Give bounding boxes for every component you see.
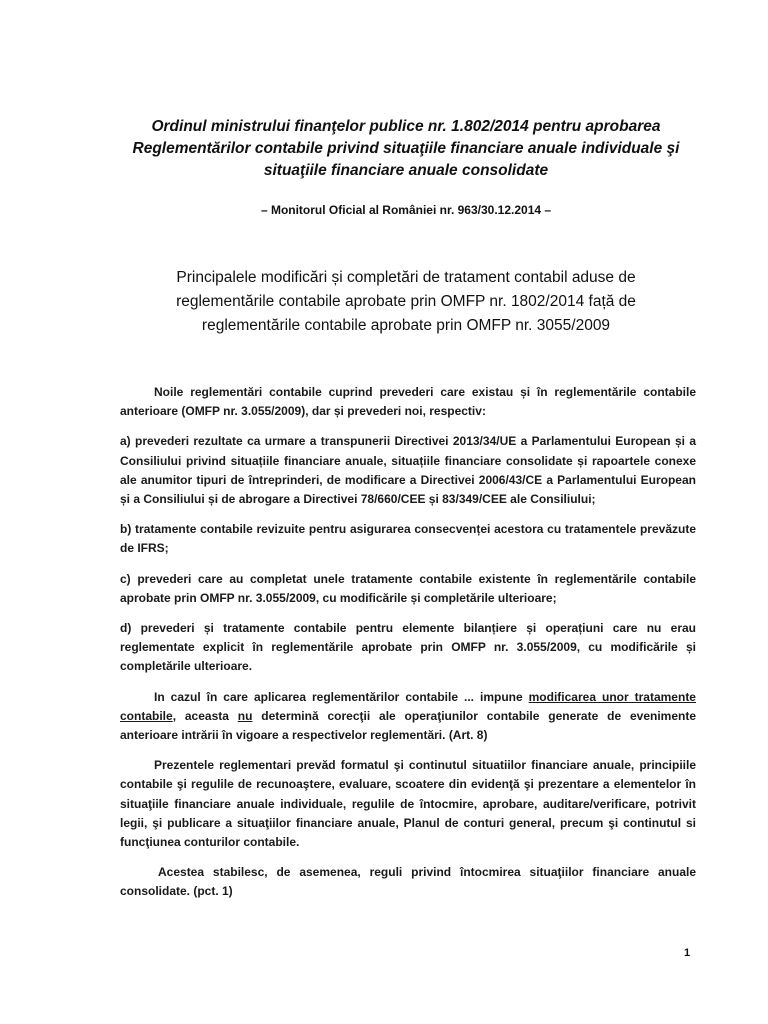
art8-underlined-1: modificarea unor tratamente contabile bbox=[120, 689, 696, 723]
list-item-d: d) prevederi și tratamente contabile pentru elemente bilanțiere și operațiuni care nu erau reglementate explicit în reglementările aprobate prin OMFP nr. 3.055/2009, cu modificările și completările ulterioare. bbox=[120, 621, 696, 674]
prezentele-paragraph: Prezentele reglementari prevăd formatul şi continutul situatiilor financiare anuale, principiile contabile şi regulile de recunoaştere, evaluare, scoatere din evidenţă şi prezentare a elementelor în situaţiile financiare anuale individuale, regulile de întocmire, aprobare, auditare/verificare, potrivit legii, şi publicare a situaţiilor financiare anuale, Planul de conturi general, precum şi continutul si funcţiunea conturilor contabile. bbox=[120, 758, 696, 850]
art8-reference: (Art. 8) bbox=[448, 728, 488, 743]
list-item-c: c) prevederi care au completat unele tratamente contabile existente în reglementările contabile aprobate prin OMFP nr. 3.055/2009, cu modificările și completările ulterioare; bbox=[120, 571, 696, 605]
list-item-a: a) prevederi rezultate ca urmare a transpunerii Directivei 2013/34/UE a Parlamentului European și a Consiliului privind situațiile financiare anuale, situațiile financiare consolidate și rapoartele conexe ale anumitor tipuri de întreprinderi, de modificare a Directivei 2006/43/CE a Parlamentului European și a Consiliului și de abrogare a Directivei 78/660/CEE și 83/349/CEE ale Consiliului; bbox=[120, 434, 696, 507]
page-number: 1 bbox=[684, 947, 691, 959]
section-heading: Principalele modificări și completări de tratament contabil aduse de reglementările contabile aprobate prin OMFP nr. 1802/2014 față de reglementările contabile aprobate prin OMFP nr. 3055/2009 bbox=[176, 269, 636, 334]
document-subtitle: – Monitorul Oficial al României nr. 963/30.12.2014 – bbox=[260, 203, 552, 217]
list-item-b: b) tratamente contabile revizuite pentru asigurarea consecvenței acestora cu tratamentele prevăzute de IFRS; bbox=[120, 522, 696, 556]
art8-text-1: In cazul în care aplicarea reglementărilor contabile ... impune bbox=[154, 689, 529, 704]
art8-paragraph bbox=[120, 688, 696, 746]
intro-paragraph: Noile reglementări contabile cuprind prevederi care existau și în reglementările contabile anterioare (OMFP nr. 3.055/2009), dar și prevederi noi, respectiv: bbox=[120, 385, 696, 419]
document-body bbox=[120, 383, 696, 913]
art8-text-3: determină corecţii ale operaţiunilor contabile generate de evenimente anterioare intrării în vigoare a respectivelor reglementări. bbox=[120, 708, 696, 743]
document-title: Ordinul ministrului finanţelor publice nr. 1.802/2014 pentru aprobarea Reglementărilor contabile privind situaţiile financiare anuale individuale şi situaţiile financiare anuale consolidate bbox=[132, 118, 680, 179]
art8-text-2: , aceasta bbox=[172, 708, 238, 723]
art8-underlined-2: nu bbox=[237, 708, 253, 723]
acestea-paragraph: Acestea stabilesc, de asemenea, reguli privind întocmirea situaţiilor financiare anuale consolidate. (pct. 1) bbox=[120, 865, 696, 899]
